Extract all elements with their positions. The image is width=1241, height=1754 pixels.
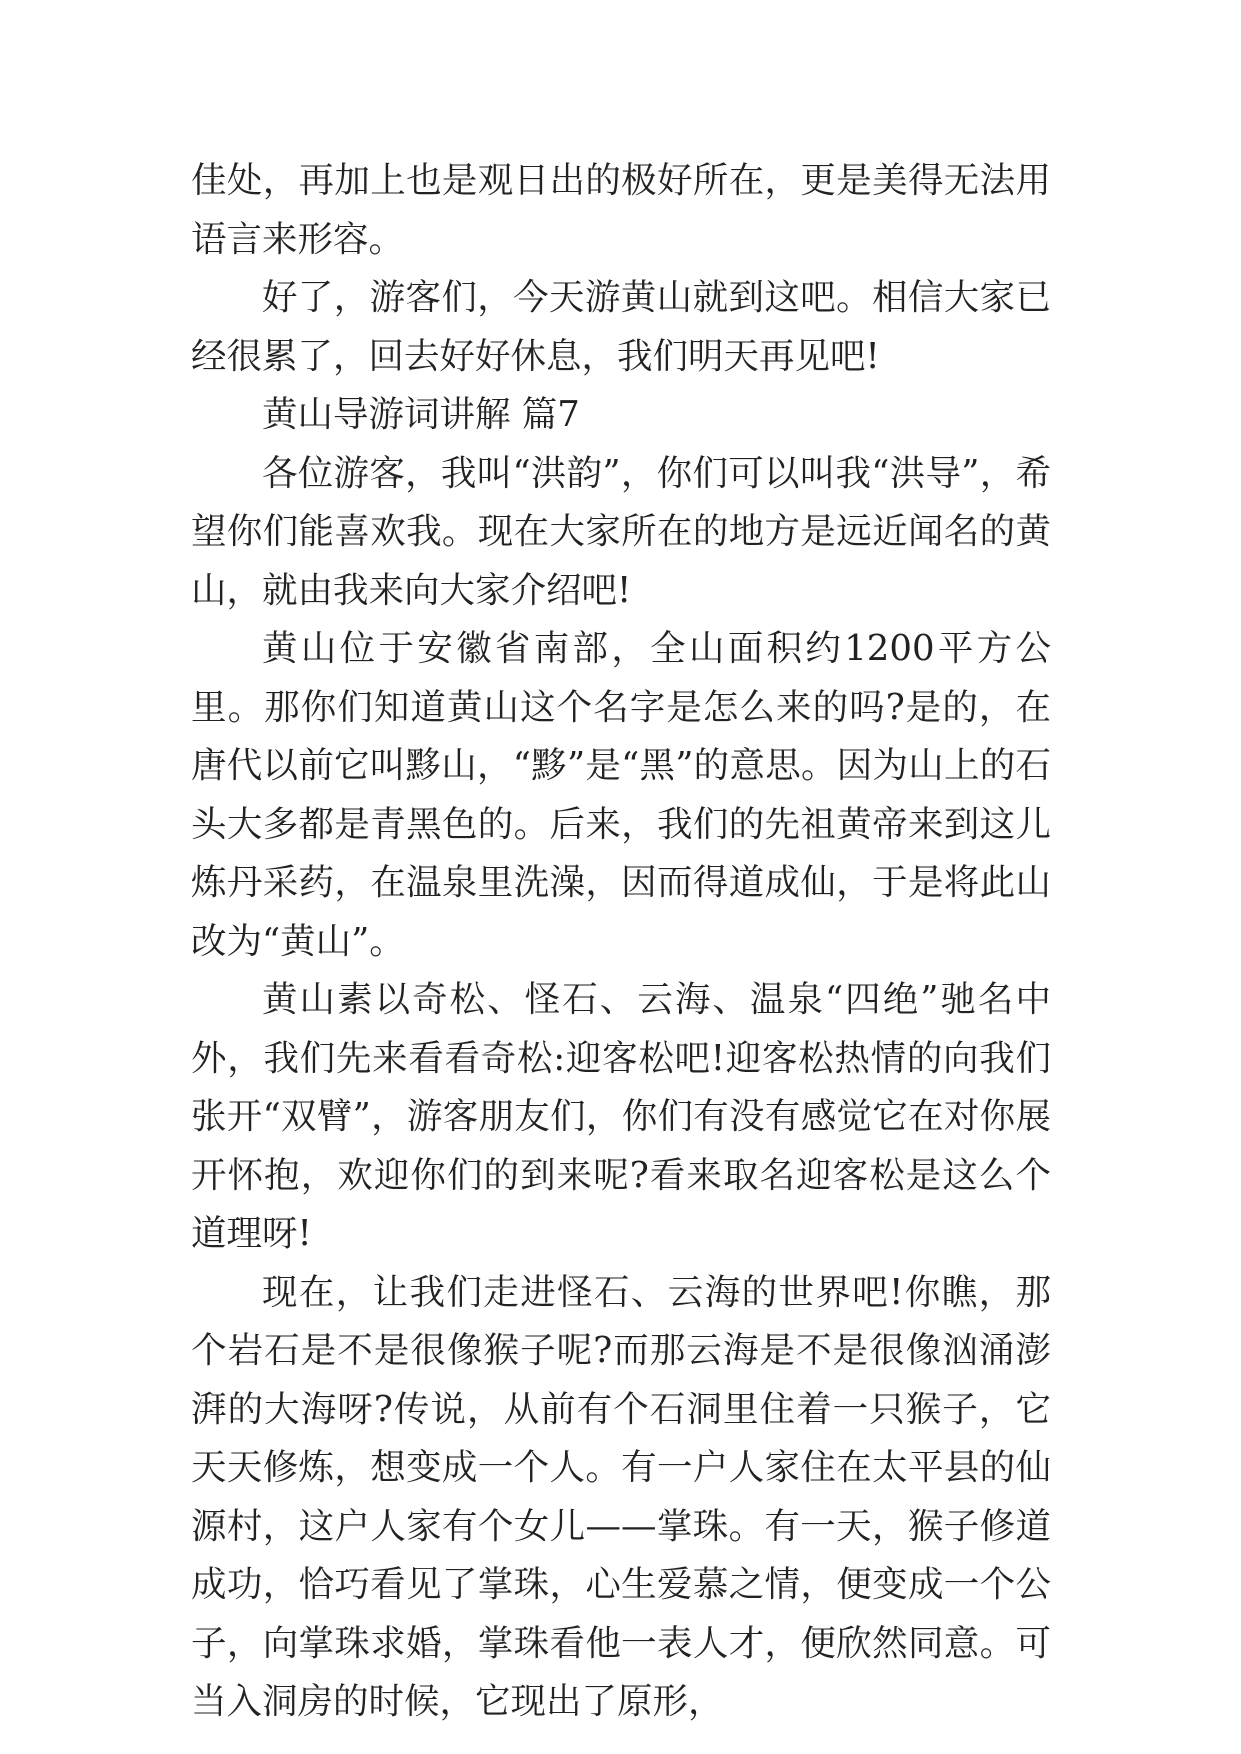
paragraph-intro: 各位游客，我叫“洪韵”，你们可以叫我“洪导”，希望你们能喜欢我。现在大家所在的地方是远近闻名的黄山，就由我来向大家介绍吧! [191,452,1051,611]
section-heading: 黄山导游词讲解 篇7 [262,394,580,435]
paragraph-continuation: 佳处，再加上也是观日出的极好所在，更是美得无法用语言来形容。 [191,160,1051,260]
document-body [191,152,1051,1732]
paragraph-legend: 现在，让我们走进怪石、云海的世界吧!你瞧，那个岩石是不是很像猴子呢?而那云海是不是很像汹涌澎湃的大海呀?传说，从前有个石洞里住着一只猴子，它天天修炼，想变成一个人。有一户人家住在太平县的仙源村，这户人家有个女儿——掌珠。有一天，猴子修道成功，恰巧看见了掌珠，心生爱慕之情，便变成一个公子，向掌珠求婚，掌珠看他一表人才，便欣然同意。可当入洞房的时候，它现出了原形， [191,1271,1051,1722]
paragraph-four-wonders: 黄山素以奇松、怪石、云海、温泉“四绝”驰名中外，我们先来看看奇松:迎客松吧!迎客松热情的向我们张开“双臂”，游客朋友们，你们有没有感觉它在对你展开怀抱，欢迎你们的到来呢?看来取名迎客松是这么个道理呀! [191,979,1051,1254]
paragraph-closing: 好了，游客们，今天游黄山就到这吧。相信大家已经很累了，回去好好休息，我们明天再见吧! [191,277,1051,377]
paragraph-location: 黄山位于安徽省南部，全山面积约1200平方公里。那你们知道黄山这个名字是怎么来的吗?是的，在唐代以前它叫黟山，“黟”是“黑”的意思。因为山上的石头大多都是青黑色的。后来，我们的先祖黄帝来到这儿炼丹采药，在温泉里洗澡，因而得道成仙，于是将此山改为“黄山”。 [191,628,1051,962]
